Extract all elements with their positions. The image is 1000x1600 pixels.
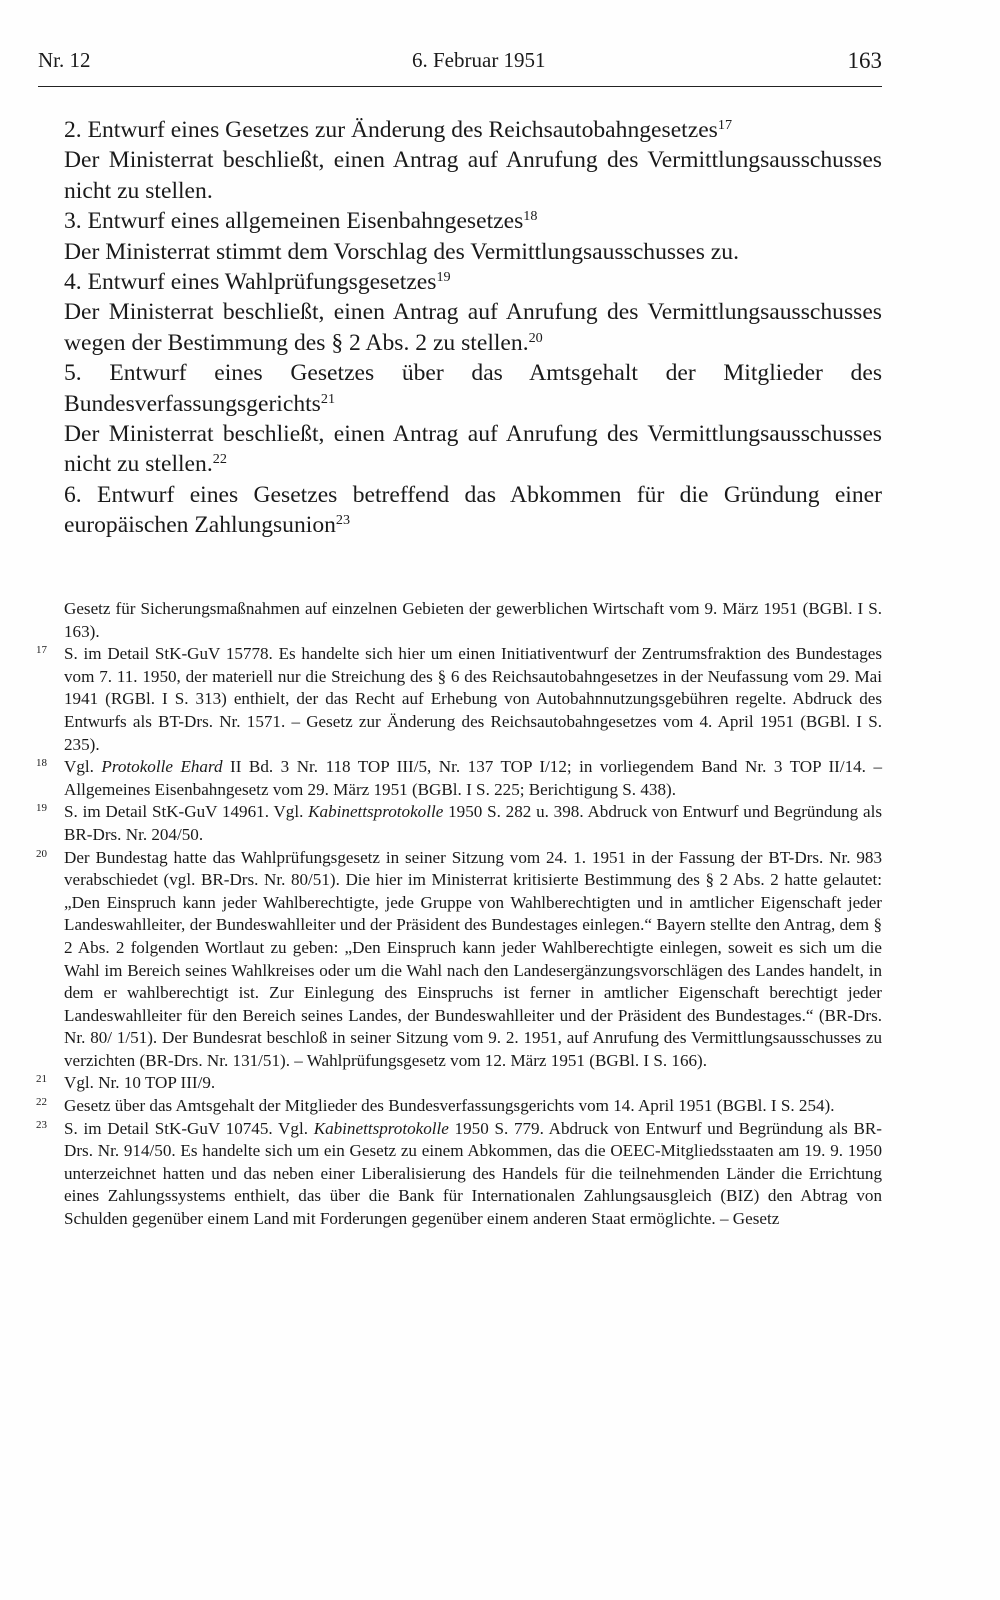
footnote-17: 17 S. im Detail StK-GuV 15778. Es handelte sich hier um einen Initiativentwurf der Zentrumsfraktion des Bundestages vom 7. 11. 1950, der materiell nur die Streichung des § 6 des Reichsautobahngesetzes in der Neufassung vom 29. Mai 1941 (RGBl. I S. 313) enthielt, der das Recht auf Erhebung von Autobahnnutzungsgebühren regelte. Abdruck des Entwurfs als BT-Drs. Nr. 1571. – Gesetz zur Änderung des Reichsautobahngesetzes vom 4. April 1951 (BGBl. I S. 235). — [36, 644, 882, 754]
page-number: 163 — [847, 48, 882, 73]
footnote-20: 20 Der Bundestag hatte das Wahlprüfungsgesetz in seiner Sitzung vom 24. 1. 1951 in der Fassung der BT-Drs. Nr. 983 verabschiedet (vgl. BR-Drs. Nr. 80/51). Die hier im Ministerrat kritisierte Bestimmung des § 2 Abs. 2 hatte gelautet: „Den Einspruch kann jeder Wahlberechtigte, jede Gruppe von Wahlberechtigten und in amtlicher Eigenschaft jeder Landeswahlleiter, der Bundeswahlleiter und der Präsident des Bundestages einlegen.“ Bayern stellte den Antrag, dem § 2 Abs. 2 folgenden Wortlaut zu geben: „Den Einspruch kann jeder Wahlberechtigte einlegen, soweit es sich um die Wahl im Bereich seines Wahlkreises oder um die Wahl nach den Landesergänzungsvorschlägen des Landes handelt, in dem er wahlberechtigt ist. Zur Einlegung des Einspruchs ist ferner in amtlicher Eigenschaft berechtigt jeder Landeswahlleiter für den Bereich seines Landes, der Bundeswahlleiter und der Präsident des Bundestages.“ (BR-Drs. Nr. 80/ 1/51). Der Bundesrat beschloß in seiner Sitzung vom 9. 2. 1951, auf Anrufung des Vermittlungsausschusses zu verzichten (BR-Drs. Nr. 131/51). – Wahlprüfungsgesetz vom 12. März 1951 (BGBl. I S. 166). — [36, 847, 882, 1070]
footnote-ref-23[interactable]: 23 — [335, 512, 351, 529]
issue-number: Nr. 12 — [38, 48, 91, 72]
italic-title: Kabinettsprotokolle — [313, 1118, 449, 1138]
header-rule — [38, 86, 882, 87]
italic-title: Kabinettsprotokolle — [308, 802, 444, 822]
footnote-number: 22 — [36, 1096, 47, 1109]
footnote-21: 21 Vgl. Nr. 10 TOP III/9. — [36, 1073, 216, 1093]
agenda-item-4-decision: Der Ministerrat beschließt, einen Antrag auf Anrufung des Vermittlungsausschusses wegen der Bestimmung des § 2 Abs. 2 zu stellen.$^{20}$ — [64, 299, 882, 356]
footnote-ref-18[interactable]: 18 — [523, 208, 538, 225]
footnote-ref-20[interactable]: 20 — [528, 330, 543, 347]
footnote-number: 21 — [36, 1073, 47, 1086]
agenda-item-2-title: 2. Entwurf eines Gesetzes zur Änderung des Reichsautobahngesetzes$^{17}$ — [64, 117, 733, 143]
main-text — [64, 115, 882, 541]
footnote-number: 17 — [36, 644, 47, 657]
agenda-item-2-decision: Der Ministerrat beschließt, einen Antrag auf Anrufung des Vermittlungsausschusses nicht zu stellen. — [64, 147, 882, 204]
agenda-item-3-decision: Der Ministerrat stimmt dem Vorschlag des Vermittlungsausschusses zu. — [64, 238, 739, 265]
footnotes — [36, 598, 882, 1231]
italic-title: Protokolle Ehard — [101, 757, 223, 777]
header-date: 6. Februar 1951 — [412, 48, 546, 72]
footnote-number: 18 — [36, 757, 47, 770]
footnote-22: 22 Gesetz über das Amtsgehalt der Mitglieder des Bundesverfassungsgerichts vom 14. April 1951 (BGBl. I S. 254). — [36, 1096, 835, 1116]
footnote-ref-19[interactable]: 19 — [436, 269, 451, 286]
running-header — [38, 48, 882, 82]
footnote-ref-21[interactable]: 21 — [320, 390, 336, 407]
footnote-19: 19 S. im Detail StK-GuV 14961. Vgl. Kabinettsprotokolle 1950 S. 282 u. 398. Abdruck von Entwurf und Begründung als BR-Drs. Nr. 204/50. — [36, 802, 882, 844]
footnote-number: 23 — [36, 1118, 47, 1131]
agenda-item-5-title: 5. Entwurf eines Gesetzes über das Amtsgehalt der Mitglieder des Bundesverfassungsgerichts$^{21}$ — [64, 360, 882, 417]
agenda-item-5-decision: Der Ministerrat beschließt, einen Antrag auf Anrufung des Vermittlungsausschusses nicht zu stellen.$^{22}$ — [64, 421, 882, 478]
agenda-item-4-title: 4. Entwurf eines Wahlprüfungsgesetzes$^{19}$ — [64, 269, 451, 296]
footnote-continuation: Gesetz für Sicherungsmaßnahmen auf einzelnen Gebieten der gewerblichen Wirtschaft vom 9. März 1951 (BGBl. I S. 163). — [64, 599, 882, 641]
footnote-number: 19 — [36, 802, 47, 815]
footnote-ref-17[interactable]: 17 — [717, 117, 733, 134]
footnote-23: 23 S. im Detail StK-GuV 10745. Vgl. Kabinettsprotokolle 1950 S. 779. Abdruck von Entwurf und Begründung als BR-Drs. Nr. 914/50. Es handelte sich um ein Gesetz zu einem Abkommen, das die OEEC-Mitgliedsstaaten am 19. 9. 1950 unterzeichnet hatten und das neben einer Liberalisierung des Handels für die teilnehmenden Länder die Errichtung eines Zahlungssystems enthielt, das über die Bank für Internationalen Zahlungsausgleich (BIZ) den Abtrag von Schulden gegenüber einem Land mit Forderungen gegenüber einem anderen Staat ermöglichte. – Gesetz — [36, 1118, 882, 1229]
footnote-18: 18 Vgl. Protokolle Ehard II Bd. 3 Nr. 118 TOP III/5, Nr. 137 TOP I/12; in vorliegendem Band Nr. 3 TOP II/14. – Allgemeines Eisenbahngesetz vom 29. März 1951 (BGBl. I S. 225; Berichtigung S. 438). — [36, 757, 882, 799]
agenda-item-3-title: 3. Entwurf eines allgemeinen Eisenbahngesetzes$^{18}$ — [64, 208, 538, 235]
footnote-number: 20 — [36, 847, 47, 860]
footnote-ref-22[interactable]: 22 — [212, 451, 227, 468]
agenda-item-6-title: 6. Entwurf eines Gesetzes betreffend das Abkommen für die Gründung einer europäischen Zahlungsunion$^{23}$ — [64, 481, 882, 539]
